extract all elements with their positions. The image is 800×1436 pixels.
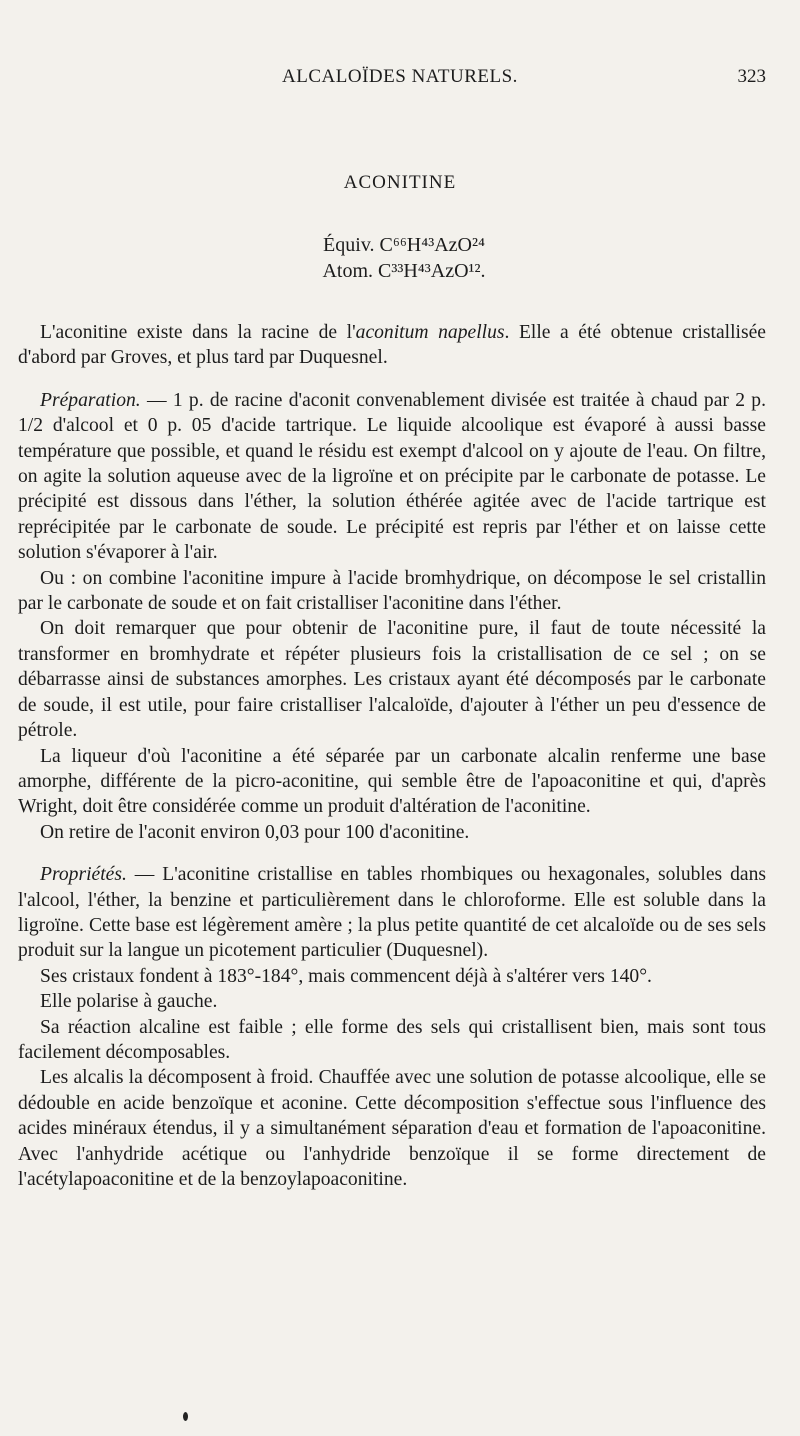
paragraph-polarise: Elle polarise à gauche. — [40, 991, 218, 1013]
paragraph-preparation — [18, 388, 766, 566]
proprietes-heading: Propriétés. — [40, 864, 127, 886]
paragraph-retire: On retire de l'aconit environ 0,03 pour 100 d'aconitine. — [40, 821, 470, 843]
paragraph-intro — [18, 320, 766, 371]
paragraph-reaction: Sa réaction alcaline est faible ; elle forme des sels qui cristallisent bien, mais sont tous facilement décomposables. — [18, 1016, 766, 1063]
preparation-heading: Préparation. — [40, 389, 141, 411]
body-text — [18, 320, 766, 1192]
atomic-formula: Atom. C³³H⁴³AzO¹². — [322, 260, 486, 282]
paragraph-remarque: On doit remarquer que pour obtenir de l'aconitine pure, il faut de toute nécessité la transformer en bromhydrate et répéter plusieurs fois la cristallisation de ce sel ; on se débarrasse ainsi de substances amorphes. Les cristaux ayant été décomposés par le carbonate de soude, il est utile, pour faire cristalliser l'alcaloïde, d'ajouter à l'éther un peu d'essence de pétrole. — [18, 618, 766, 742]
paragraph-cristaux: Ses cristaux fondent à 183°-184°, mais commencent déjà à s'altérer vers 140°. — [40, 965, 652, 987]
page-header — [0, 66, 800, 96]
proprietes-text: — L'aconitine cristallise en tables rhombiques ou hexagonales, solubles dans l'alcool, l'éther, la benzine et particulièrement dans le chloroforme. Elle est soluble dans la ligroïne. Cette base est légèrement amère ; la plus petite quantité de cet alcaloïde ou de ses sels produit sur la langue un picotement particulier (Duquesnel). — [18, 864, 766, 962]
equivalent-formula: Équiv. C⁶⁶H⁴³AzO²⁴ — [323, 234, 485, 256]
paragraph-proprietes — [18, 862, 766, 964]
running-title: ALCALOÏDES NATURELS. — [282, 66, 518, 87]
intro-species: aconitum napellus — [355, 322, 505, 343]
page-number: 323 — [737, 66, 766, 87]
intro-post: . Elle a été obtenue cristallisée d'abord par Groves, et plus tard par Duquesnel. — [18, 322, 766, 369]
intro-pre: L'aconitine existe dans la racine de l' — [40, 322, 356, 343]
chapter-title: ACONITINE — [343, 172, 457, 193]
ink-dot-ornament — [183, 1412, 188, 1421]
preparation-text: — 1 p. de racine d'aconit convenablement divisée est traitée à chaud par 2 p. 1/2 d'alcool et 0 p. 05 d'acide tartrique. Le liquide alcoolique est évaporé à aussi basse température que possible, et quand le résidu est exempt d'alcool on y ajoute de l'eau. On filtre, on agite la solution aqueuse avec de la ligroïne et on précipite par le carbonate de potasse. Le précipité est dissous dans l'éther, la solution éthérée agitée avec de l'acide tartrique est reprécipitée par le carbonate de soude. Le précipité est repris par l'éther et on laisse cette solution s'évaporer à l'air. — [18, 389, 766, 564]
paragraph-ou: Ou : on combine l'aconitine impure à l'acide bromhydrique, on décompose le sel cristallin par le carbonate de soude et on fait cristalliser l'aconitine dans l'éther. — [18, 567, 766, 615]
paragraph-alcalis: Les alcalis la décomposent à froid. Chauffée avec une solution de potasse alcoolique, elle se dédouble en acide benzoïque et aconine. Cette décomposition s'effectue sous l'influence des acides minéraux étendus, il y a simultanément séparation d'eau et formation de l'apoaconitine. Avec l'anhydride acétique ou l'anhydride benzoïque il se forme directement de l'acétylapoaconitine et de la benzoylapoaconitine. — [18, 1067, 766, 1190]
paragraph-liqueur: La liqueur d'où l'aconitine a été séparée par un carbonate alcalin renferme une base amorphe, différente de la picro-aconitine, qui semble être de l'apoaconitine et qui, d'après Wright, doit être considérée comme un produit d'altération de l'aconitine. — [18, 745, 766, 818]
